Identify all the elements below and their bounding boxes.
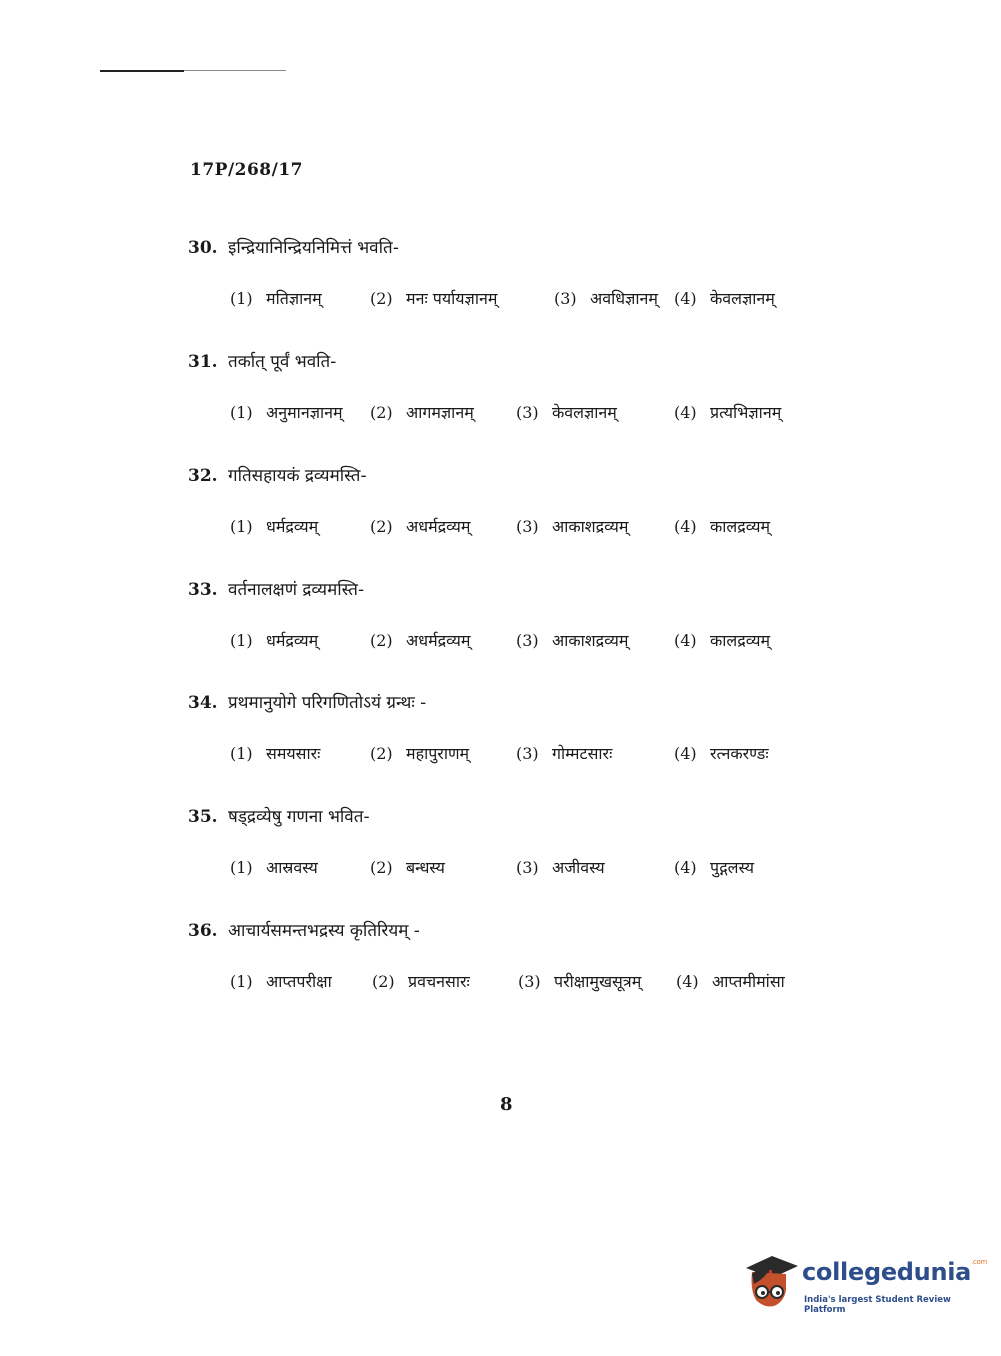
option-1 (230, 401, 343, 423)
option-number: (1) (230, 858, 253, 877)
student-mascot-icon (742, 1250, 800, 1312)
option-1 (230, 629, 318, 651)
option-number: (4) (674, 744, 697, 763)
option-number: (4) (676, 972, 699, 991)
options-row (188, 401, 828, 427)
option-text: प्रत्यभिज्ञानम् (710, 403, 782, 422)
option-2 (370, 515, 470, 537)
option-1 (230, 970, 332, 992)
option-number: (4) (674, 289, 697, 308)
option-number: (2) (370, 744, 393, 763)
option-number: (1) (230, 744, 253, 763)
question-text: वर्तनालक्षणं द्रव्यमस्ति- (228, 580, 365, 600)
option-4 (676, 970, 785, 992)
question-number: 34. (188, 693, 218, 713)
options-row (188, 970, 828, 996)
option-text: अधर्मद्रव्यम् (406, 631, 471, 650)
option-number: (2) (372, 972, 395, 991)
option-text: अजीवस्य (552, 858, 605, 877)
option-text: अधर्मद्रव्यम् (406, 517, 471, 536)
option-2 (372, 970, 470, 992)
option-number: (1) (230, 972, 253, 991)
option-number: (2) (370, 858, 393, 877)
option-text: अवधिज्ञानम् (590, 289, 658, 308)
option-text: गोम्मटसारः (552, 744, 613, 763)
option-number: (3) (518, 972, 541, 991)
option-4 (674, 515, 770, 537)
option-number: (3) (516, 858, 539, 877)
option-text: धर्मद्रव्यम् (266, 631, 319, 650)
option-number: (1) (230, 289, 253, 308)
option-number: (4) (674, 858, 697, 877)
option-text: आप्तपरीक्षा (266, 972, 332, 991)
question-33 (188, 577, 828, 655)
option-number: (1) (230, 517, 253, 536)
option-number: (4) (674, 517, 697, 536)
option-1 (230, 742, 320, 764)
option-number: (3) (516, 744, 539, 763)
question-text: प्रथमानुयोगे परिगणितोऽयं ग्रन्थः - (228, 693, 427, 713)
option-3 (516, 742, 612, 764)
option-text: मनः पर्यायज्ञानम् (406, 289, 498, 308)
option-1 (230, 287, 322, 309)
option-text: रत्नकरण्डः (710, 744, 769, 763)
option-4 (674, 629, 770, 651)
option-2 (370, 401, 474, 423)
option-3 (516, 401, 617, 423)
question-number: 33. (188, 580, 218, 600)
option-text: बन्धस्य (406, 858, 445, 877)
options-row (188, 515, 828, 541)
question-35 (188, 804, 828, 882)
options-row (188, 742, 828, 768)
option-4 (674, 401, 781, 423)
page-number: 8 (500, 1094, 513, 1115)
option-text: आकाशद्रव्यम् (552, 631, 629, 650)
options-row (188, 287, 828, 313)
question-36 (188, 918, 828, 996)
question-number: 31. (188, 352, 218, 372)
option-number: (3) (516, 517, 539, 536)
top-rule-thin (184, 70, 286, 71)
question-number: 36. (188, 921, 218, 941)
option-text: आप्तमीमांसा (712, 972, 785, 991)
brand-name (802, 1258, 987, 1286)
question-number: 35. (188, 807, 218, 827)
option-text: महापुराणम् (406, 744, 470, 763)
top-rule (100, 70, 286, 72)
options-row (188, 629, 828, 655)
option-2 (370, 629, 470, 651)
option-3 (516, 515, 628, 537)
option-3 (518, 970, 641, 992)
option-text: समयसारः (266, 744, 321, 763)
option-text: केवलज्ञानम् (552, 403, 617, 422)
collegedunia-watermark (742, 1250, 988, 1320)
option-number: (2) (370, 403, 393, 422)
option-2 (370, 742, 469, 764)
option-text: आस्रवस्य (266, 858, 318, 877)
option-text: कालद्रव्यम् (710, 631, 771, 650)
option-text: धर्मद्रव्यम् (266, 517, 319, 536)
option-number: (4) (674, 403, 697, 422)
question-number: 32. (188, 466, 218, 486)
question-text: तर्कात् पूर्वं भवति- (228, 352, 337, 372)
option-number: (2) (370, 289, 393, 308)
brand-text: collegedunia (802, 1258, 972, 1286)
option-text: प्रवचनसारः (408, 972, 470, 991)
question-30 (188, 235, 828, 313)
option-text: केवलज्ञानम् (710, 289, 775, 308)
option-1 (230, 515, 318, 537)
question-34 (188, 690, 828, 768)
paper-code: 17P/268/17 (190, 160, 304, 180)
brand-suffix: .com (971, 1258, 988, 1266)
option-number: (3) (516, 631, 539, 650)
option-number: (1) (230, 403, 253, 422)
option-text: आकाशद्रव्यम् (552, 517, 629, 536)
question-text: षड्द्रव्येषु गणना भवित- (228, 807, 370, 827)
option-3 (516, 856, 605, 878)
option-1 (230, 856, 318, 878)
option-3 (554, 287, 658, 309)
option-text: मतिज्ञानम् (266, 289, 322, 308)
option-text: कालद्रव्यम् (710, 517, 771, 536)
question-text: गतिसहायकं द्रव्यमस्ति- (228, 466, 367, 486)
option-4 (674, 856, 754, 878)
question-32 (188, 463, 828, 541)
option-text: पुद्गलस्य (710, 858, 754, 877)
option-4 (674, 287, 775, 309)
option-3 (516, 629, 628, 651)
option-text: आगमज्ञानम् (406, 403, 474, 422)
option-2 (370, 856, 445, 878)
question-number: 30. (188, 238, 218, 258)
brand-tagline: India's largest Student Review Platform (804, 1295, 951, 1315)
question-text: इन्द्रियानिन्द्रियनिमित्तं भवति- (228, 238, 399, 258)
top-rule-thick (100, 70, 184, 72)
option-number: (3) (554, 289, 577, 308)
option-number: (1) (230, 631, 253, 650)
option-4 (674, 742, 769, 764)
option-2 (370, 287, 497, 309)
option-number: (4) (674, 631, 697, 650)
option-text: परीक्षामुखसूत्रम् (554, 972, 642, 991)
question-text: आचार्यसमन्तभद्रस्य कृतिरियम् - (228, 921, 420, 941)
options-row (188, 856, 828, 882)
option-number: (2) (370, 631, 393, 650)
question-31 (188, 349, 828, 427)
option-text: अनुमानज्ञानम् (266, 403, 343, 422)
option-number: (3) (516, 403, 539, 422)
option-number: (2) (370, 517, 393, 536)
